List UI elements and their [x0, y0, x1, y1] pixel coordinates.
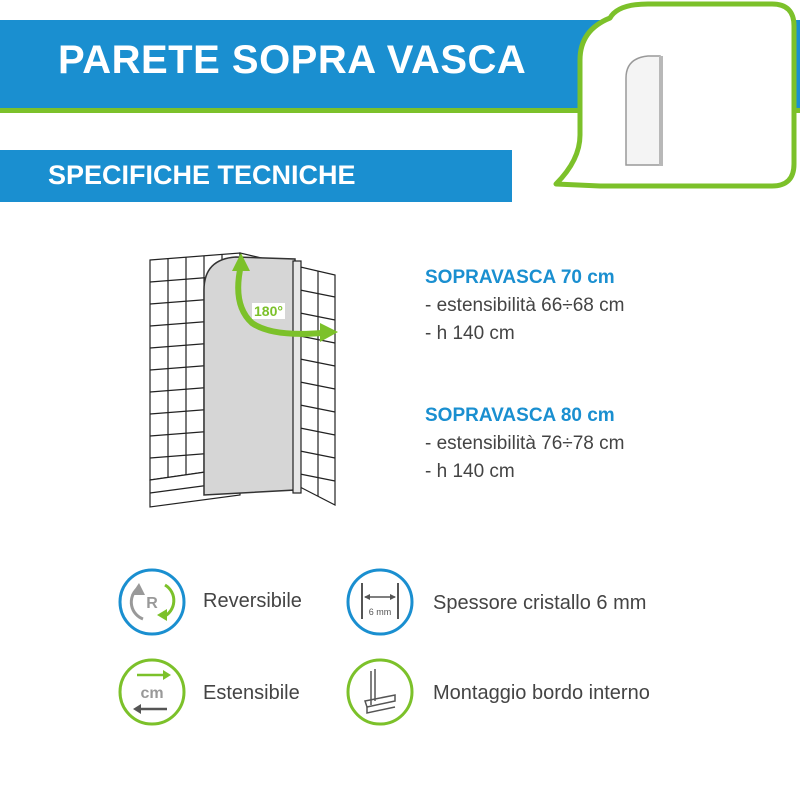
- extendable-icon-text: cm: [140, 685, 164, 702]
- spec-title: SOPRAVASCA 80 cm: [425, 405, 615, 426]
- feature-label-inner-edge-mount: Montaggio bordo interno: [433, 682, 650, 704]
- product-thumbnail-bubble: [548, 0, 800, 200]
- spec-block-70: [425, 264, 624, 348]
- inner-edge-mount-icon: [345, 657, 415, 727]
- glass-panel: [204, 257, 295, 495]
- spec-line: - h 140 cm: [425, 461, 515, 482]
- glass-thickness-icon-text: 6 mm: [368, 607, 392, 617]
- rotation-angle-label: 180°: [254, 303, 283, 319]
- feature-label-extendable: Estensibile: [203, 682, 300, 704]
- extendable-icon: [117, 657, 187, 727]
- spec-line: - estensibilità 66÷68 cm: [425, 295, 625, 316]
- section-title: SPECIFICHE TECNICHE: [48, 160, 356, 190]
- spec-line: - h 140 cm: [425, 323, 515, 344]
- spec-line: - estensibilità 76÷78 cm: [425, 433, 625, 454]
- shower-screen-diagram: [140, 245, 350, 515]
- spec-block-80: [425, 402, 624, 486]
- glass-thickness-icon: [345, 567, 415, 637]
- feature-label-glass-thickness: Spessore cristallo 6 mm: [433, 592, 647, 614]
- spec-title: SOPRAVASCA 70 cm: [425, 267, 615, 288]
- feature-label-reversible: Reversibile: [203, 590, 302, 612]
- wall-profile: [293, 261, 301, 493]
- reversible-icon-letter: R: [146, 595, 158, 612]
- reversible-icon: [117, 567, 187, 637]
- shower-screen-thumbnail-icon: [626, 56, 663, 166]
- page-title: PARETE SOPRA VASCA: [58, 38, 527, 82]
